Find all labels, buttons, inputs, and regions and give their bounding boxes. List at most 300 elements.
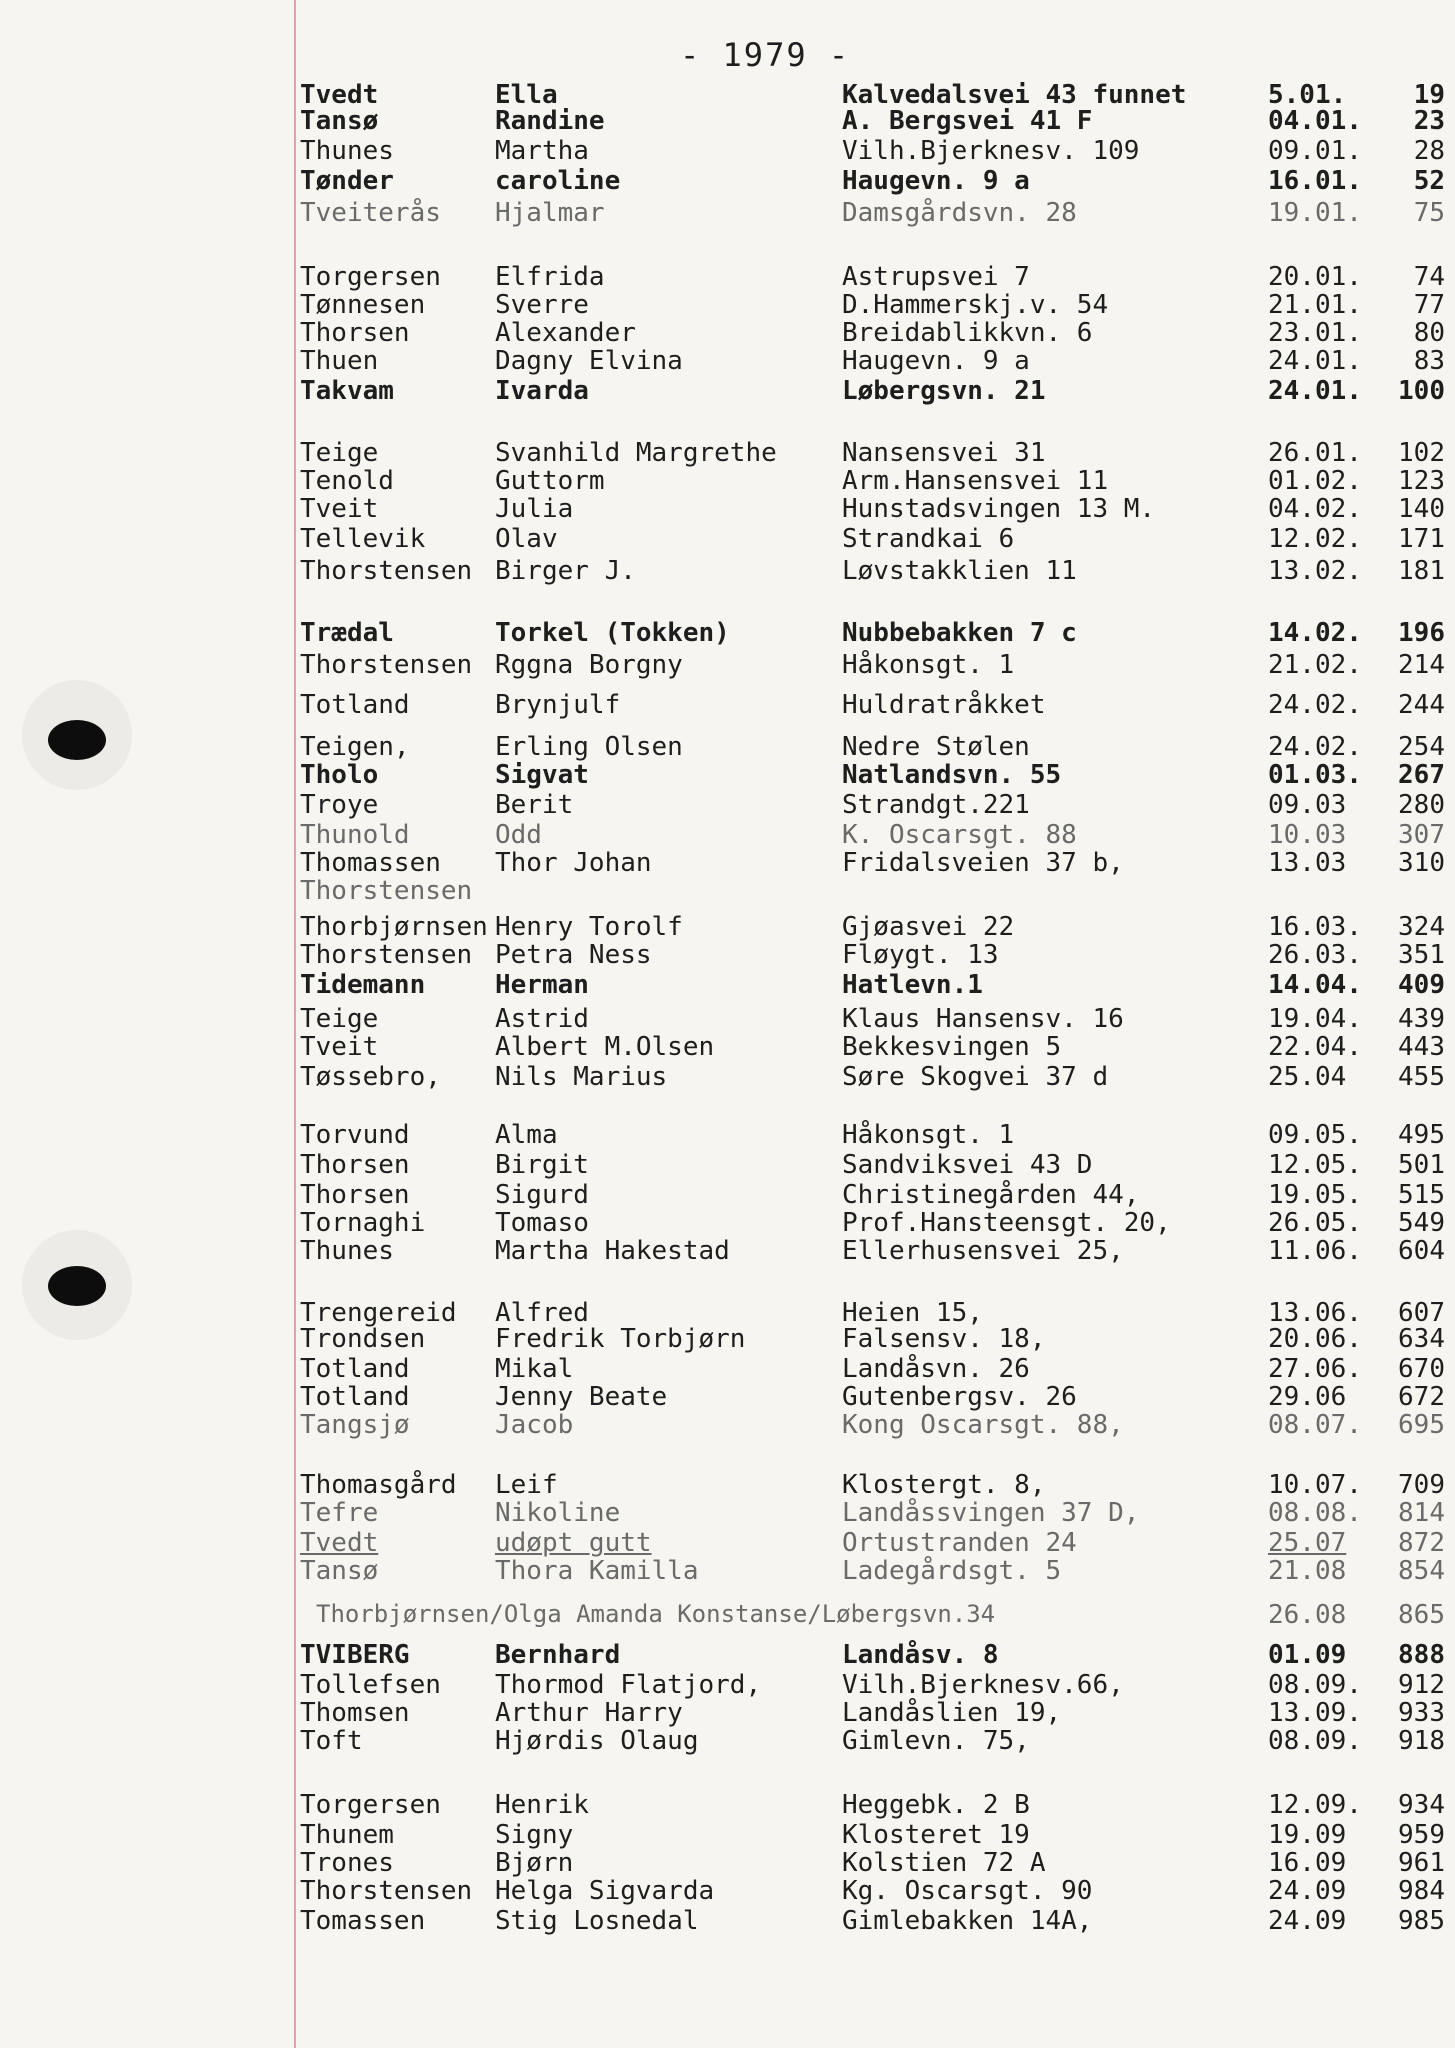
first-name: Bernhard <box>495 1640 621 1670</box>
date: 20.06. <box>1268 1324 1362 1354</box>
surname: Thorstensen <box>300 876 473 906</box>
surname: Thorbjørnsen <box>300 912 488 942</box>
first-name: Thormod Flatjord, <box>495 1670 762 1700</box>
first-name: Jenny Beate <box>495 1382 668 1412</box>
entry-number: 918 <box>1398 1726 1445 1756</box>
entry-number: 865 <box>1398 1600 1445 1630</box>
first-name: Mikal <box>495 1354 574 1384</box>
register-row <box>0 732 1455 762</box>
entry-number: 102 <box>1398 438 1445 468</box>
address: Løbergsvn. 21 <box>842 376 1046 406</box>
first-name: Svanhild Margrethe <box>495 438 777 468</box>
surname: Teige <box>300 1004 379 1034</box>
surname: Tøssebro, <box>300 1062 441 1092</box>
first-name: Torkel (Tokken) <box>495 618 730 648</box>
first-name: Tomaso <box>495 1208 589 1238</box>
date: 11.06. <box>1268 1236 1362 1266</box>
first-name: Ella <box>495 80 558 110</box>
address: Nubbebakken 7 c <box>842 618 1077 648</box>
first-name: Bjørn <box>495 1848 574 1878</box>
address: Prof.Hansteensgt. 20, <box>842 1208 1171 1238</box>
address: Breidablikkvn. 6 <box>842 318 1093 348</box>
register-row <box>0 1640 1455 1670</box>
register-row <box>0 1324 1455 1354</box>
register-row <box>0 290 1455 320</box>
surname: Tefre <box>300 1498 379 1528</box>
date: 19.01. <box>1268 198 1362 228</box>
date: 5.01. <box>1268 80 1347 110</box>
first-name: caroline <box>495 166 621 196</box>
date: 10.03 <box>1268 820 1347 850</box>
entry-number: 961 <box>1398 1848 1445 1878</box>
entry-number: 52 <box>1413 166 1445 196</box>
first-name: Birgit <box>495 1150 589 1180</box>
entry-number: 324 <box>1398 912 1445 942</box>
address: Klaus Hansensv. 16 <box>842 1004 1124 1034</box>
surname: Torgersen <box>300 262 441 292</box>
register-row <box>0 848 1455 878</box>
register-row <box>0 1032 1455 1062</box>
surname: Thomsen <box>300 1698 410 1728</box>
register-row <box>0 1820 1455 1850</box>
first-name: Alexander <box>495 318 636 348</box>
register-row <box>0 1180 1455 1210</box>
entry-number: 549 <box>1398 1208 1445 1238</box>
register-row <box>0 1906 1455 1936</box>
surname: Thorstensen <box>300 556 473 586</box>
address: Håkonsgt. 1 <box>842 1120 1015 1150</box>
entry-number: 83 <box>1413 346 1445 376</box>
register-row <box>0 494 1455 524</box>
date: 08.09. <box>1268 1670 1362 1700</box>
entry-number: 267 <box>1398 760 1445 790</box>
surname: Tansø <box>300 106 379 136</box>
register-row <box>0 970 1455 1000</box>
date: 21.08 <box>1268 1556 1347 1586</box>
entry-number: 77 <box>1413 290 1445 320</box>
entry-number: 100 <box>1398 376 1445 406</box>
surname: Tveit <box>300 1032 379 1062</box>
entry-number: 254 <box>1398 732 1445 762</box>
register-row <box>0 346 1455 376</box>
date: 24.02. <box>1268 690 1362 720</box>
first-name: Astrid <box>495 1004 589 1034</box>
address: Ellerhusensvei 25, <box>842 1236 1124 1266</box>
address: Løvstakklien 11 <box>842 556 1077 586</box>
register-row <box>0 1354 1455 1384</box>
first-name: Albert M.Olsen <box>495 1032 715 1062</box>
first-name: Signy <box>495 1820 574 1850</box>
surname: Thorsen <box>300 1150 410 1180</box>
address: Vilh.Bjerknesv.66, <box>842 1670 1124 1700</box>
entry-number: 984 <box>1398 1876 1445 1906</box>
surname: Tvedt <box>300 80 379 110</box>
first-name: Brynjulf <box>495 690 621 720</box>
first-name: Guttorm <box>495 466 605 496</box>
entry-number: 351 <box>1398 940 1445 970</box>
date: 24.09 <box>1268 1906 1347 1936</box>
entry-number: 985 <box>1398 1906 1445 1936</box>
first-name: Herman <box>495 970 589 1000</box>
surname: Tangsjø <box>300 1410 410 1440</box>
entry-number: 670 <box>1398 1354 1445 1384</box>
register-row <box>0 524 1455 554</box>
first-name: Randine <box>495 106 605 136</box>
address: Strandgt.221 <box>842 790 1030 820</box>
surname: Thomassen <box>300 848 441 878</box>
first-name: Birger J. <box>495 556 636 586</box>
first-name: Sverre <box>495 290 589 320</box>
surname: Thunold <box>300 820 410 850</box>
date: 13.02. <box>1268 556 1362 586</box>
address: Strandkai 6 <box>842 524 1015 554</box>
entry-number: 888 <box>1398 1640 1445 1670</box>
surname: Thunes <box>300 136 394 166</box>
surname: TVIBERG <box>300 1640 410 1670</box>
address: Ladegårdsgt. 5 <box>842 1556 1062 1586</box>
date: 26.01. <box>1268 438 1362 468</box>
entry-number: 501 <box>1398 1150 1445 1180</box>
surname: Trondsen <box>300 1324 426 1354</box>
entry-number: 28 <box>1413 136 1445 166</box>
register-row <box>0 650 1455 680</box>
entry-number: 959 <box>1398 1820 1445 1850</box>
date: 26.08 <box>1268 1600 1347 1630</box>
entry-number: 604 <box>1398 1236 1445 1266</box>
first-name: udøpt gutt <box>495 1528 652 1558</box>
entry-number: 196 <box>1398 618 1445 648</box>
date: 12.09. <box>1268 1790 1362 1820</box>
address: Christinegården 44, <box>842 1180 1140 1210</box>
surname: Tenold <box>300 466 394 496</box>
entry-number: 244 <box>1398 690 1445 720</box>
register-row <box>0 1876 1455 1906</box>
date: 01.09 <box>1268 1640 1347 1670</box>
register-row <box>0 1600 1455 1630</box>
entry-number: 214 <box>1398 650 1445 680</box>
date: 24.02. <box>1268 732 1362 762</box>
register-row <box>0 1120 1455 1150</box>
register-row <box>0 262 1455 292</box>
first-name: Berit <box>495 790 574 820</box>
date: 27.06. <box>1268 1354 1362 1384</box>
surname: Thunem <box>300 1820 394 1850</box>
entry-number: 19 <box>1413 80 1445 110</box>
register-row <box>0 466 1455 496</box>
date: 09.03 <box>1268 790 1347 820</box>
address: A. Bergsvei 41 F <box>842 106 1093 136</box>
first-name: Arthur Harry <box>495 1698 683 1728</box>
address: Kong Oscarsgt. 88, <box>842 1410 1124 1440</box>
surname: Tollefsen <box>300 1670 441 1700</box>
surname: Teigen, <box>300 732 410 762</box>
address: Astrupsvei 7 <box>842 262 1030 292</box>
surname: Thorstensen <box>300 650 473 680</box>
entry-number: 307 <box>1398 820 1445 850</box>
date: 25.04 <box>1268 1062 1347 1092</box>
entry-number: 23 <box>1413 106 1445 136</box>
first-name: Helga Sigvarda <box>495 1876 715 1906</box>
entry-number: 495 <box>1398 1120 1445 1150</box>
entry-number: 854 <box>1398 1556 1445 1586</box>
date: 19.04. <box>1268 1004 1362 1034</box>
surname: Tønder <box>300 166 394 196</box>
entry-number: 912 <box>1398 1670 1445 1700</box>
register-row <box>0 912 1455 942</box>
register-row <box>0 1726 1455 1756</box>
date: 04.01. <box>1268 106 1362 136</box>
address: Kolstien 72 A <box>842 1848 1046 1878</box>
surname: Trædal <box>300 618 394 648</box>
entry-number: 140 <box>1398 494 1445 524</box>
register-row <box>0 106 1455 136</box>
register-row <box>0 1208 1455 1238</box>
date: 24.09 <box>1268 1876 1347 1906</box>
entry-number: 443 <box>1398 1032 1445 1062</box>
address: Gimlebakken 14A, <box>842 1906 1093 1936</box>
address: Damsgårdsvn. 28 <box>842 198 1077 228</box>
first-name: Petra Ness <box>495 940 652 970</box>
address: Gjøasvei 22 <box>842 912 1015 942</box>
first-name: Sigvat <box>495 760 589 790</box>
surname: Thorsen <box>300 1180 410 1210</box>
first-name: Alma <box>495 1120 558 1150</box>
register-row <box>0 1848 1455 1878</box>
date: 24.01. <box>1268 346 1362 376</box>
address: Bekkesvingen 5 <box>842 1032 1062 1062</box>
surname: Thorstensen <box>300 940 473 970</box>
first-name: Fredrik Torbjørn <box>495 1324 746 1354</box>
date: 21.01. <box>1268 290 1362 320</box>
first-name: Thora Kamilla <box>495 1556 699 1586</box>
surname: Tellevik <box>300 524 426 554</box>
entry-number: 310 <box>1398 848 1445 878</box>
address: Hatlevn.1 <box>842 970 983 1000</box>
entry-number: 74 <box>1413 262 1445 292</box>
date: 20.01. <box>1268 262 1362 292</box>
register-row <box>0 1670 1455 1700</box>
date: 21.02. <box>1268 650 1362 680</box>
date: 08.07. <box>1268 1410 1362 1440</box>
register-row <box>0 438 1455 468</box>
register-row <box>0 1790 1455 1820</box>
register-row <box>0 690 1455 720</box>
surname: Thomasgård <box>300 1470 457 1500</box>
surname: Teige <box>300 438 379 468</box>
surname: Tveit <box>300 494 379 524</box>
entry-number: 872 <box>1398 1528 1445 1558</box>
register-row <box>0 1062 1455 1092</box>
address: K. Oscarsgt. 88 <box>842 820 1077 850</box>
register-row <box>0 790 1455 820</box>
register-row <box>0 318 1455 348</box>
entry-number: 123 <box>1398 466 1445 496</box>
entry-number: 709 <box>1398 1470 1445 1500</box>
address: Falsensv. 18, <box>842 1324 1046 1354</box>
register-row <box>0 166 1455 196</box>
first-name: Jacob <box>495 1410 574 1440</box>
entry-number: 280 <box>1398 790 1445 820</box>
register-row <box>0 1698 1455 1728</box>
surname: Toft <box>300 1726 363 1756</box>
address: Heien 15, <box>842 1298 983 1328</box>
date: 24.01. <box>1268 376 1362 406</box>
register-row <box>0 940 1455 970</box>
date: 12.05. <box>1268 1150 1362 1180</box>
address: Gutenbergsv. 26 <box>842 1382 1077 1412</box>
first-name: Julia <box>495 494 574 524</box>
date: 26.05. <box>1268 1208 1362 1238</box>
first-name: Leif <box>495 1470 558 1500</box>
date: 09.01. <box>1268 136 1362 166</box>
register-row <box>0 1236 1455 1266</box>
address: Ortustranden 24 <box>842 1528 1077 1558</box>
register-row <box>0 876 1455 906</box>
address: Fløygt. 13 <box>842 940 999 970</box>
entry-number: 80 <box>1413 318 1445 348</box>
date: 16.03. <box>1268 912 1362 942</box>
date: 26.03. <box>1268 940 1362 970</box>
entry-number: 409 <box>1398 970 1445 1000</box>
first-name: Thor Johan <box>495 848 652 878</box>
surname: Totland <box>300 1382 410 1412</box>
entry-number: 933 <box>1398 1698 1445 1728</box>
date: 14.04. <box>1268 970 1362 1000</box>
date: 08.09. <box>1268 1726 1362 1756</box>
first-name: Henrik <box>495 1790 589 1820</box>
surname: Tansø <box>300 1556 379 1586</box>
surname: Torvund <box>300 1120 410 1150</box>
surname: Totland <box>300 1354 410 1384</box>
surname: Tidemann <box>300 970 426 1000</box>
surname: Trones <box>300 1848 394 1878</box>
register-row <box>0 1150 1455 1180</box>
entry-number: 171 <box>1398 524 1445 554</box>
entry-number: 75 <box>1413 198 1445 228</box>
register-row <box>0 1382 1455 1412</box>
date: 14.02. <box>1268 618 1362 648</box>
address: Haugevn. 9 a <box>842 346 1030 376</box>
date: 16.09 <box>1268 1848 1347 1878</box>
first-name: Odd <box>495 820 542 850</box>
first-name: Martha <box>495 136 589 166</box>
address: Natlandsvn. 55 <box>842 760 1062 790</box>
date: 25.07 <box>1268 1528 1347 1558</box>
surname: Tønnesen <box>300 290 426 320</box>
address: Søre Skogvei 37 d <box>842 1062 1109 1092</box>
first-name: Hjalmar <box>495 198 605 228</box>
address: Haugevn. 9 a <box>842 166 1030 196</box>
address: Landåsv. 8 <box>842 1640 999 1670</box>
first-name: Nikoline <box>495 1498 621 1528</box>
address: Hunstadsvingen 13 M. <box>842 494 1156 524</box>
first-name: Stig Losnedal <box>495 1906 699 1936</box>
first-name: Ivarda <box>495 376 589 406</box>
address: Vilh.Bjerknesv. 109 <box>842 136 1140 166</box>
date: 01.03. <box>1268 760 1362 790</box>
register-row <box>0 1498 1455 1528</box>
entry-number: 607 <box>1398 1298 1445 1328</box>
address: Landåsvn. 26 <box>842 1354 1030 1384</box>
entry-number: 814 <box>1398 1498 1445 1528</box>
register-row <box>0 1470 1455 1500</box>
address: Nedre Stølen <box>842 732 1030 762</box>
date: 19.09 <box>1268 1820 1347 1850</box>
address: Kalvedalsvei 43 funnet <box>842 80 1187 110</box>
date: 29.06 <box>1268 1382 1347 1412</box>
address: Klostergt. 8, <box>842 1470 1046 1500</box>
address: Kg. Oscarsgt. 90 <box>842 1876 1093 1906</box>
entry-number: 934 <box>1398 1790 1445 1820</box>
register-row <box>0 820 1455 850</box>
entry-number: 634 <box>1398 1324 1445 1354</box>
first-name: Hjørdis Olaug <box>495 1726 699 1756</box>
surname: Tveiterås <box>300 198 441 228</box>
surname: Tvedt <box>300 1528 379 1558</box>
register-row <box>0 376 1455 406</box>
address: Arm.Hansensvei 11 <box>842 466 1109 496</box>
date: 08.08. <box>1268 1498 1362 1528</box>
register-row <box>0 618 1455 648</box>
address: Sandviksvei 43 D <box>842 1150 1093 1180</box>
register-row <box>0 1410 1455 1440</box>
register-row <box>0 198 1455 228</box>
first-name: Olav <box>495 524 558 554</box>
date: 10.07. <box>1268 1470 1362 1500</box>
entry-number: 515 <box>1398 1180 1445 1210</box>
register-row <box>0 1556 1455 1586</box>
first-name: Sigurd <box>495 1180 589 1210</box>
date: 13.03 <box>1268 848 1347 878</box>
register-row <box>0 760 1455 790</box>
first-name: Martha Hakestad <box>495 1236 730 1266</box>
date: 13.09. <box>1268 1698 1362 1728</box>
register-row <box>0 556 1455 586</box>
address: Gimlevn. 75, <box>842 1726 1030 1756</box>
date: 23.01. <box>1268 318 1362 348</box>
date: 01.02. <box>1268 466 1362 496</box>
first-name: Erling Olsen <box>495 732 683 762</box>
register-row <box>0 1528 1455 1558</box>
address: Huldratråkket <box>842 690 1046 720</box>
date: 13.06. <box>1268 1298 1362 1328</box>
first-name: Alfred <box>495 1298 589 1328</box>
surname: Thuen <box>300 346 379 376</box>
date: 19.05. <box>1268 1180 1362 1210</box>
register-row <box>0 136 1455 166</box>
first-name: Nils Marius <box>495 1062 668 1092</box>
address: Landåslien 19, <box>842 1698 1062 1728</box>
address: Klosteret 19 <box>842 1820 1030 1850</box>
entry-number: 455 <box>1398 1062 1445 1092</box>
surname: Troye <box>300 790 379 820</box>
address: Fridalsveien 37 b, <box>842 848 1124 878</box>
address: Heggebk. 2 B <box>842 1790 1030 1820</box>
entry-number: 181 <box>1398 556 1445 586</box>
page-title: - 1979 - <box>680 36 851 74</box>
address: Håkonsgt. 1 <box>842 650 1015 680</box>
address: Landåssvingen 37 D, <box>842 1498 1140 1528</box>
date: 22.04. <box>1268 1032 1362 1062</box>
surname: Totland <box>300 690 410 720</box>
entry-number: 672 <box>1398 1382 1445 1412</box>
date: 04.02. <box>1268 494 1362 524</box>
surname: Tomassen <box>300 1906 426 1936</box>
surname: Thorsen <box>300 318 410 348</box>
surname: Thunes <box>300 1236 394 1266</box>
surname: Tholo <box>300 760 379 790</box>
combined-entry: Thorbjørnsen/Olga Amanda Konstanse/Løbergsvn.34 <box>316 1600 996 1628</box>
